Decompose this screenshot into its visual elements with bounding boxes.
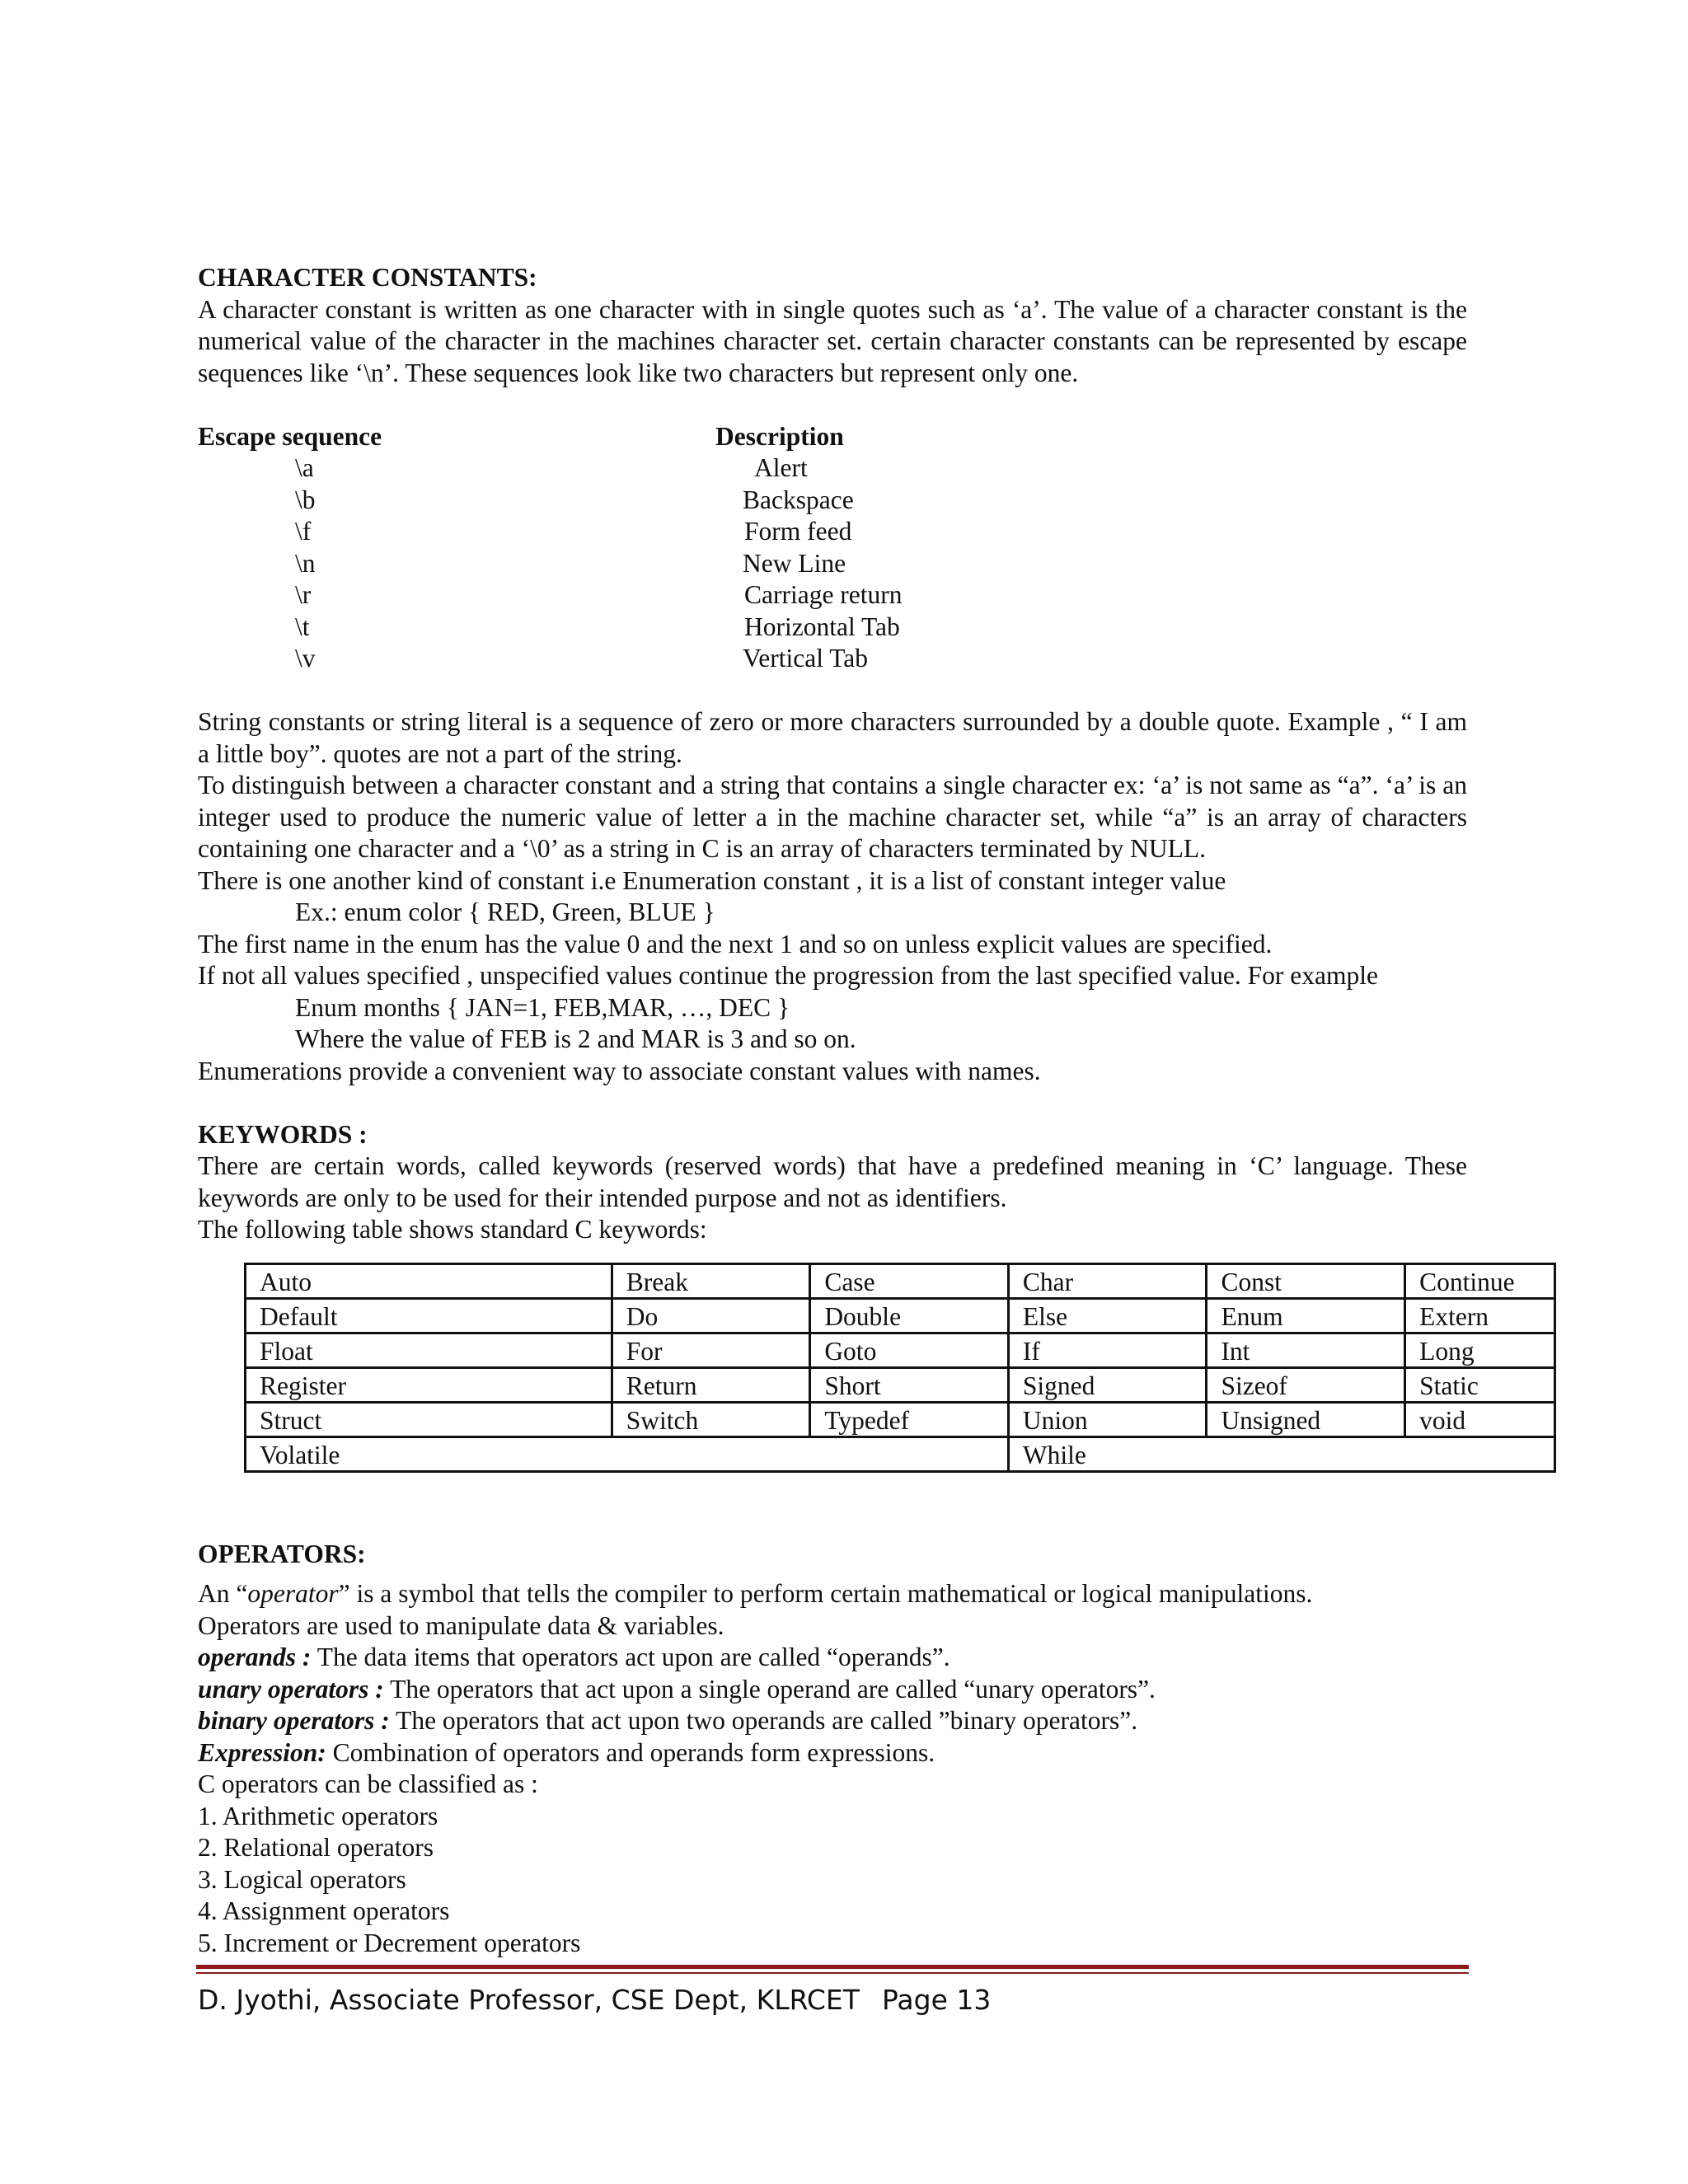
enum-months-note: Where the value of FEB is 2 and MAR is 3 and so on.: [295, 1024, 856, 1053]
keyword-cell: Union: [1008, 1402, 1207, 1436]
keyword-cell: Float: [246, 1333, 612, 1367]
table-row: [246, 1333, 1555, 1367]
footer-rule: [196, 1965, 1469, 1969]
keyword-cell: Continue: [1405, 1263, 1555, 1298]
keyword-cell: Do: [612, 1298, 810, 1333]
escape-col-header: Escape sequence: [198, 421, 382, 451]
unary-term: unary operators :: [198, 1674, 384, 1704]
escape-seq: \f: [295, 517, 312, 546]
section-heading-character-constants: CHARACTER CONSTANTS:: [198, 263, 537, 292]
keyword-cell: Unsigned: [1207, 1402, 1405, 1436]
keywords-table: [244, 1263, 1556, 1473]
keyword-cell: Enum: [1207, 1298, 1405, 1333]
keyword-cell: Volatile: [246, 1436, 1009, 1471]
escape-desc: Carriage return: [744, 580, 903, 609]
keyword-cell: For: [612, 1333, 810, 1367]
list-item: 2. Relational operators: [198, 1833, 434, 1862]
keyword-cell: Auto: [246, 1263, 612, 1298]
escape-sequence-table: [198, 421, 1467, 675]
keyword-cell: Switch: [612, 1402, 810, 1436]
keyword-cell: Typedef: [810, 1402, 1009, 1436]
table-row: [246, 1263, 1555, 1298]
keyword-cell: Short: [810, 1367, 1009, 1402]
escape-row: [198, 452, 1467, 485]
keyword-cell: Case: [810, 1263, 1009, 1298]
escape-row: [198, 516, 1467, 548]
keyword-cell: Static: [1405, 1367, 1555, 1402]
keyword-cell: Extern: [1405, 1298, 1555, 1333]
character-constants-paragraph: A character constant is written as one character with in single quotes such as ‘a’. The value of a character constant is the numerical value of the character in the machines character set. certain character constants can be represented by escape sequences like ‘\n’. These sequences look like two characters but represent only one.: [198, 294, 1467, 387]
keyword-cell: Const: [1207, 1263, 1405, 1298]
enum-first-name: The first name in the enum has the value 0 and the next 1 and so on unless explicit values are specified.: [198, 929, 1273, 958]
footer-author: D. Jyothi, Associate Professor, CSE Dept, KLRCET: [198, 1984, 860, 2016]
escape-seq: \a: [295, 453, 314, 482]
keywords-table-intro: The following table shows standard C keywords:: [198, 1215, 707, 1244]
char-vs-string-paragraph: To distinguish between a character constant and a string that contains a single character ex: ‘a’ is not same as “a”. ‘a’ is an integer used to produce the numeric value of letter a in the machine character set, while “a” is an array of characters containing one character and a ‘\0’ as a string in C is an array of characters terminated by NULL.: [198, 771, 1467, 863]
keyword-cell: Signed: [1008, 1367, 1207, 1402]
page-content: [198, 262, 1515, 1959]
escape-row: [198, 643, 1467, 675]
escape-row: [198, 548, 1467, 580]
keyword-cell: Sizeof: [1207, 1367, 1405, 1402]
page-footer: [198, 1980, 991, 2021]
escape-desc: Form feed: [744, 517, 852, 546]
operands-definition: operands : The data items that operators act upon are called “operands”.: [198, 1643, 950, 1671]
section-heading-keywords: KEYWORDS :: [198, 1119, 368, 1149]
operator-term: operator: [247, 1579, 339, 1608]
list-item: 4. Assignment operators: [198, 1896, 450, 1925]
keyword-cell: Long: [1405, 1333, 1555, 1367]
escape-seq: \t: [295, 612, 310, 641]
escape-desc: Horizontal Tab: [744, 612, 900, 641]
escape-desc: Backspace: [743, 485, 854, 514]
keyword-cell: Int: [1207, 1333, 1405, 1367]
section-heading-operators: OPERATORS:: [198, 1539, 366, 1568]
keywords-paragraph: There are certain words, called keywords (reserved words) that have a predefined meaning in ‘C’ language. These keywords are only to be used for their intended purpose and not as identifiers.: [198, 1151, 1467, 1212]
escape-desc: Alert: [754, 453, 808, 482]
unary-definition: unary operators : The operators that act upon a single operand are called “unary operators”.: [198, 1674, 1156, 1704]
escape-seq: \n: [295, 548, 316, 578]
keyword-cell: Else: [1008, 1298, 1207, 1333]
keyword-cell: Goto: [810, 1333, 1009, 1367]
binary-term: binary operators :: [198, 1706, 390, 1735]
table-row: [246, 1298, 1555, 1333]
keyword-cell: Break: [612, 1263, 810, 1298]
footer-rule-thin: [196, 1972, 1469, 1974]
list-item: 5. Increment or Decrement operators: [198, 1928, 581, 1957]
keyword-cell: Char: [1008, 1263, 1207, 1298]
list-item: 1. Arithmetic operators: [198, 1801, 438, 1830]
keyword-cell: Register: [246, 1367, 612, 1402]
escape-row: [198, 579, 1467, 612]
keyword-cell: While: [1008, 1436, 1554, 1471]
escape-desc: New Line: [743, 548, 846, 578]
table-row: [246, 1367, 1555, 1402]
table-row: [246, 1402, 1555, 1436]
table-row: [246, 1436, 1555, 1471]
escape-seq: \v: [295, 644, 316, 673]
keyword-cell: Double: [810, 1298, 1009, 1333]
escape-seq: \b: [295, 485, 316, 514]
keyword-cell: Default: [246, 1298, 612, 1333]
binary-definition: binary operators : The operators that act upon two operands are called ”binary operators”.: [198, 1706, 1138, 1735]
enum-unspecified: If not all values specified , unspecified values continue the progression from the last specified value. For example: [198, 961, 1378, 990]
operators-usage: Operators are used to manipulate data & variables.: [198, 1610, 724, 1640]
enumeration-intro: There is one another kind of constant i.e Enumeration constant , it is a list of constant integer value: [198, 865, 1226, 895]
operands-term: operands :: [198, 1643, 312, 1671]
expression-definition: Expression: Combination of operators and operands form expressions.: [198, 1737, 935, 1767]
escape-seq: \r: [295, 580, 312, 609]
escape-table-header: [198, 421, 1467, 453]
expression-term: Expression:: [198, 1737, 326, 1767]
escape-row: [198, 485, 1467, 517]
keyword-cell: Return: [612, 1367, 810, 1402]
keyword-cell: Struct: [246, 1402, 612, 1436]
string-constants-paragraph: String constants or string literal is a sequence of zero or more characters surrounded by a double quote. Example , “ I am a little boy”. quotes are not a part of the string.: [198, 707, 1467, 768]
page-number: Page 13: [882, 1984, 992, 2016]
operators-classification-intro: C operators can be classified as :: [198, 1769, 538, 1798]
escape-desc: Vertical Tab: [743, 644, 869, 673]
enum-example: Ex.: enum color { RED, Green, BLUE }: [295, 898, 715, 926]
escape-row: [198, 612, 1467, 644]
description-col-header: Description: [715, 421, 844, 451]
operator-definition: An “operator” is a symbol that tells the compiler to perform certain mathematical or logical manipulations.: [198, 1579, 1313, 1608]
enum-months-example: Enum months { JAN=1, FEB,MAR, …, DEC }: [295, 992, 790, 1022]
enumeration-summary: Enumerations provide a convenient way to associate constant values with names.: [198, 1056, 1041, 1085]
keyword-cell: void: [1405, 1402, 1555, 1436]
keyword-cell: If: [1008, 1333, 1207, 1367]
list-item: 3. Logical operators: [198, 1864, 406, 1894]
